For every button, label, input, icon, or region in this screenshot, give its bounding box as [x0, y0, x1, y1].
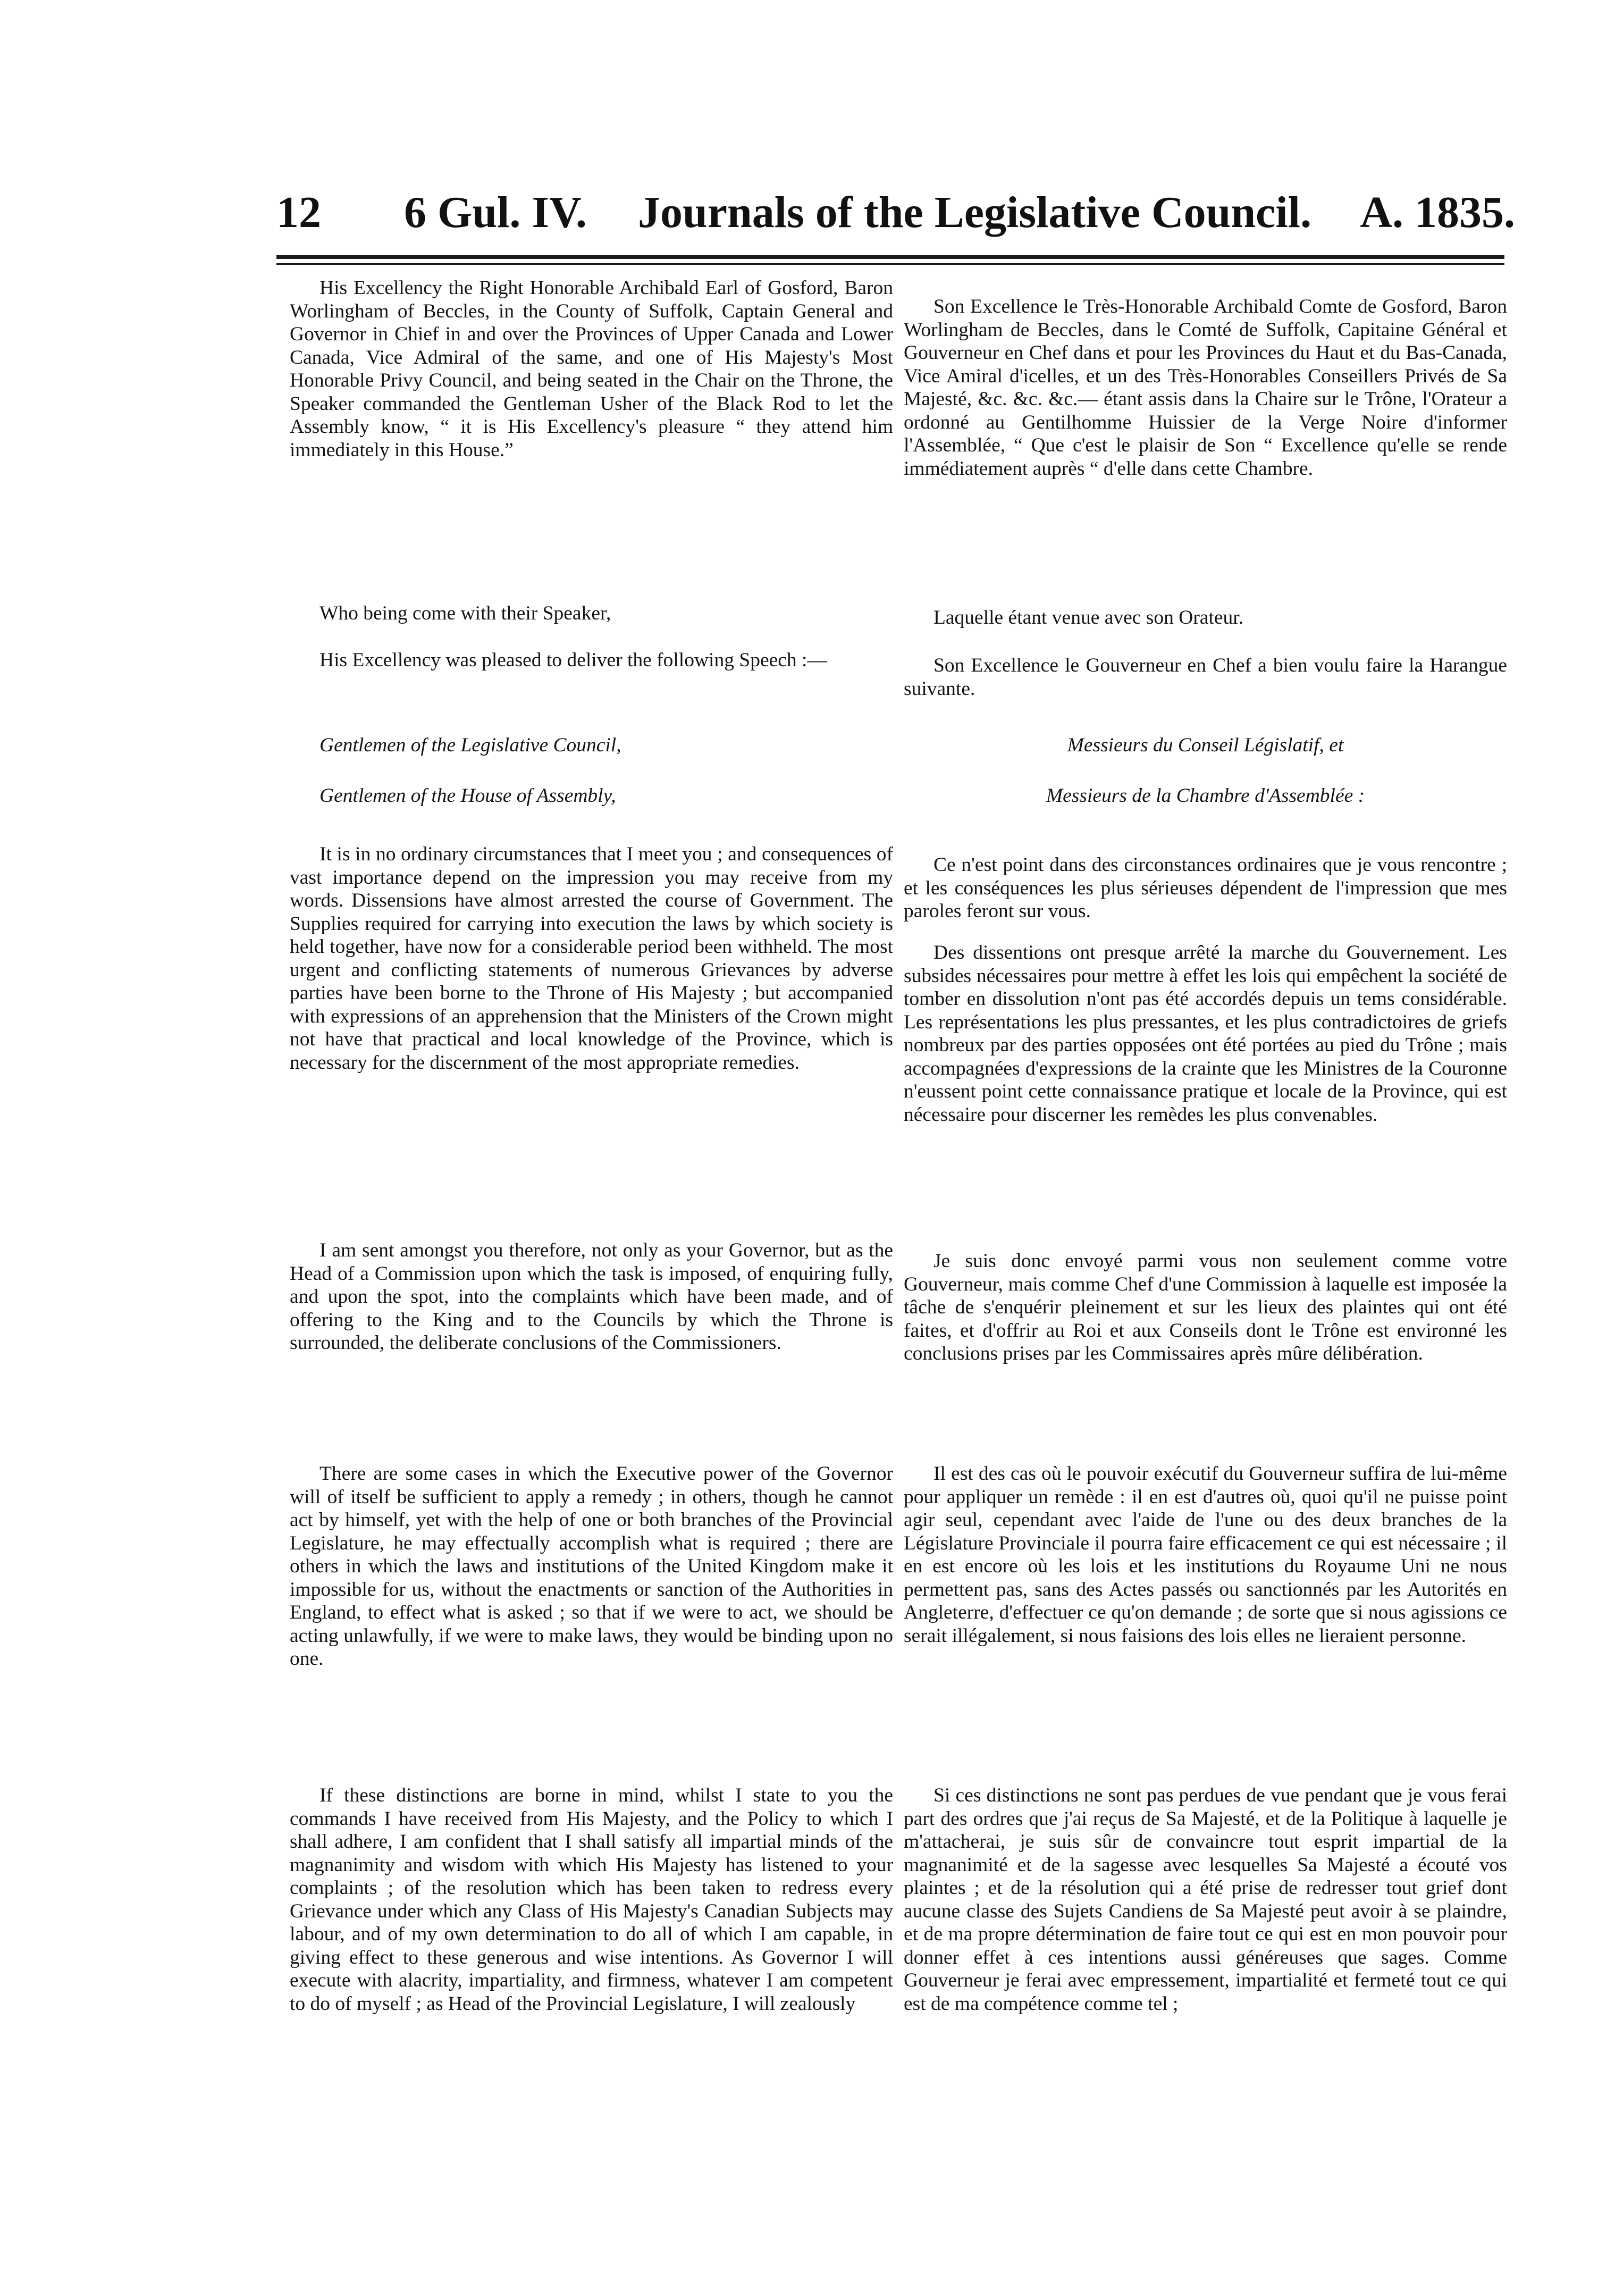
header-rule-thin — [276, 263, 1504, 265]
en-speech-paragraph-1: It is in no ordinary circumstances that I meet you ; and consequences of vast importance depend on the impression you may receive from my words. Dissensions have almost arrested the course of Government. The Supplies required for carrying into execution the laws by which society is held together, have now for a considerable period been withheld. The most urgent and conflicting statements of numerous Grievances by adverse parties have been borne to the Throne of His Majesty ; but accompanied with expressions of an apprehension that the Ministers of the Crown might not have that practical and local knowledge of the Province, which is necessary for the discernment of the most appropriate remedies. — [290, 843, 893, 1074]
fr-speech-paragraph-5: Si ces distinctions ne sont pas perdues de vue pendant que je vous ferai part des ordres que j'ai reçus de Sa Majesté, et de la Politique à laquelle je m'attacherai, je suis sûr de convaincre tout esprit impartial de la magnanimité et de la sagesse avec lesquelles Sa Majesté a écouté vos plaintes ; et de la résolution qui a été prise de redresser tout grief dont aucune classe des Sujets Candiens de Sa Majesté peut avoir à se plaindre, et de ma propre détermination de faire tout ce qui est en mon pouvoir pour donner effet à ces intentions aussi généreuses que sages. Comme Gouverneur je ferai avec empressement, impartialité et fermeté tout ce qui est de ma compétence comme tel ; — [904, 1784, 1507, 2015]
fr-speech-paragraph-4: Il est des cas où le pouvoir exécutif du Gouverneur suffira de lui-même pour appliquer un remède : il en est d'autres où, quoi qu'il ne puisse point agir seul, cependant avec l'aide de l'une ou des deux branches de la Législature Provinciale il pourra faire efficacement ce qui est nécessaire ; il en est encore où les lois et les institutions du Royaume Uni ne nous permettent pas, sans des Actes passés ou sanctionnés par les Autorités en Angleterre, d'effectuer ce qu'on demande ; de sorte que si nous agissions ce serait illégalement, si nous faisions des lois elles ne lieraient personne. — [904, 1463, 1507, 1647]
fr-speech-paragraph-3: Je suis donc envoyé parmi vous non seulement comme votre Gouverneur, mais comme Chef d'une Commission à laquelle est imposée la tâche de s'enquérir pleinement et sur les lieux des plaintes qui ont été faites, et d'offrir au Roi et aux Conseils dont le Trône est environné les conclusions prises par les Commissaires après mûre délibération. — [904, 1250, 1507, 1364]
fr-speech-intro: Son Excellence le Gouverneur en Chef a bien voulu faire la Harangue suivante. — [904, 655, 1507, 700]
header-rule-thick — [276, 255, 1504, 259]
en-speech-paragraph-4: If these distinctions are borne in mind, whilst I state to you the commands I have received from His Majesty, and the Policy to which I shall adhere, I am confident that I shall satisfy all impartial minds of the magnanimity and wisdom with which His Majesty has listened to your complaints ; of the resolution which has been taken to redress every Grievance under which any Class of His Majesty's Canadian Subjects may labour, and of my own determination to do all of which I am capable, in giving effect to these generous and wise intentions. As Governor I will execute with alacrity, impartiality, and firmness, whatever I am competent to do of myself ; as Head of the Provincial Legislature, I will zealously — [290, 1784, 893, 2015]
regnal-year: 6 Gul. IV. — [404, 188, 587, 237]
en-speaker-arrival: Who being come with their Speaker, — [319, 602, 611, 624]
fr-address-council: Messieurs du Conseil Législatif, et — [1067, 734, 1344, 756]
page-number: 12 — [276, 188, 321, 237]
running-title: Journals of the Legislative Council. — [638, 188, 1312, 237]
fr-speech-paragraph-1: Ce n'est point dans des circonstances ordinaires que je vous rencontre ; et les conséquences les plus sérieuses dépendent de l'impression que mes paroles feront sur vous. — [904, 854, 1507, 922]
en-address-assembly: Gentlemen of the House of Assembly, — [319, 785, 616, 807]
en-speech-paragraph-3: There are some cases in which the Executive power of the Governor will of itself be sufficient to apply a remedy ; in others, though he cannot act by himself, yet with the help of one or both branches of the Provincial Legislature, he may effectually accomplish what is required ; there are others in which the laws and institutions of the United Kingdom make it impossible for us, without the enactments or sanction of the Authorities in England, to effect what is asked ; so that if we were to act, we should be acting unlawfully, if we were to make laws, they would be binding upon no one. — [290, 1463, 893, 1670]
fr-speech-paragraph-2: Des dissentions ont presque arrêté la marche du Gouvernement. Les subsides nécessaires pour mettre à effet les lois qui empêchent la société de tomber en dissolution n'ont pas été accordés depuis un tems considérable. Les représentations les plus pressantes, et les plus contradictoires de griefs nombreux par des parties opposées ont été portées au pied du Trône ; mais accompagnées d'expressions de la crainte que les Ministres de la Couronne n'eussent point cette connaissance pratique et locale de la Province, qui est nécessaire pour discerner les remèdes les plus convenables. — [904, 942, 1507, 1126]
page-header — [276, 183, 1515, 242]
fr-speaker-arrival: Laquelle étant venue avec son Orateur. — [933, 607, 1244, 629]
en-opening-paragraph: His Excellency the Right Honorable Archibald Earl of Gosford, Baron Worlingham of Beccles, in the County of Suffolk, Captain General and Governor in Chief in and over the Provinces of Upper Canada and Lower Canada, Vice Admiral of the same, and one of His Majesty's Most Honorable Privy Council, and being seated in the Chair on the Throne, the Speaker commanded the Gentleman Usher of the Black Rod to let the Assembly know, “ it is His Excellency's pleasure “ they attend him immediately in this House.” — [290, 277, 893, 461]
en-speech-intro: His Excellency was pleased to deliver the following Speech :— — [319, 649, 827, 671]
fr-address-assembly: Messieurs de la Chambre d'Assemblée : — [1046, 785, 1365, 807]
en-speech-paragraph-2: I am sent amongst you therefore, not only as your Governor, but as the Head of a Commission upon which the task is imposed, of enquiring fully, and upon the spot, into the complaints which have been made, and of offering to the King and to the Councils by which the Throne is surrounded, the deliberate conclusions of the Commissioners. — [290, 1239, 893, 1354]
fr-opening-paragraph: Son Excellence le Très-Honorable Archibald Comte de Gosford, Baron Worlingham de Beccles, dans le Comté de Suffolk, Capitaine Général et Gouverneur en Chef dans et pour les Provinces du Haut et du Bas-Canada, Vice Amiral d'icelles, et un des Très-Honorables Conseillers Privés de Sa Majesté, &c. &c. &c.— étant assis dans la Chaire sur le Trône, l'Orateur a ordonné au Gentilhomme Huissier de la Verge Noire d'informer l'Assemblée, “ Que c'est le plaisir de Son “ Excellence qu'elle se rende immédiatement auprès “ d'elle dans cette Chambre. — [904, 296, 1507, 480]
en-address-council: Gentlemen of the Legislative Council, — [319, 734, 621, 756]
header-year: A. 1835. — [1360, 188, 1515, 237]
